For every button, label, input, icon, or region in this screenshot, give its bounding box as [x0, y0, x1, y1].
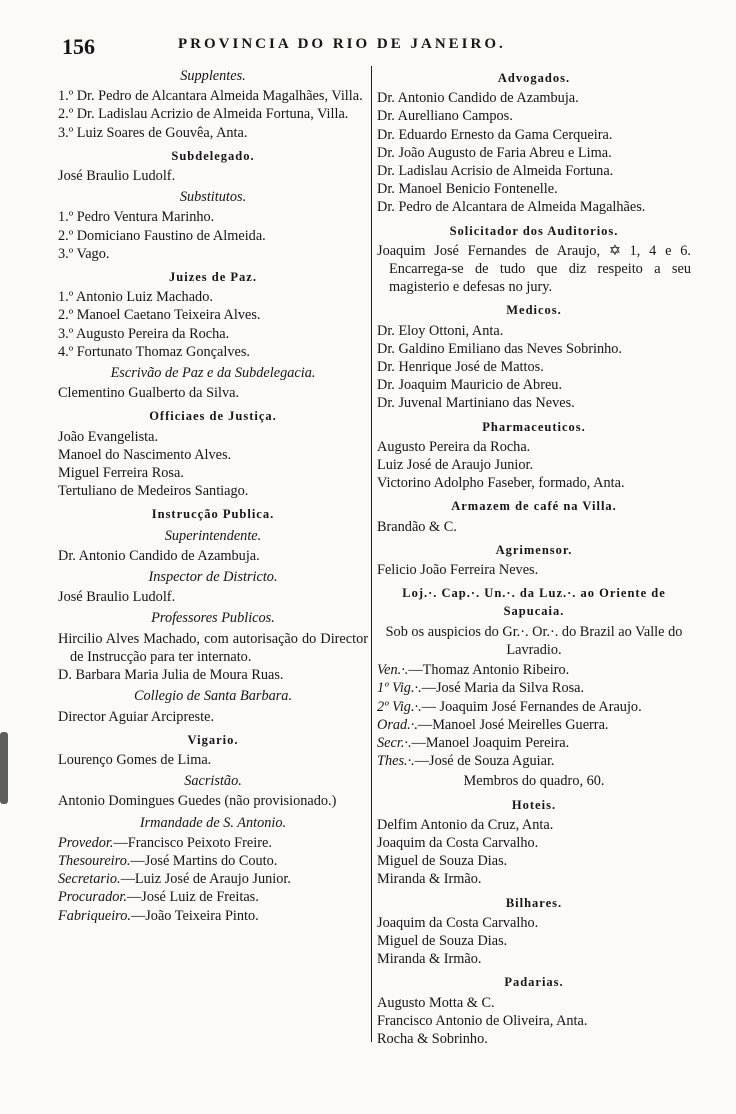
page-number: 156 [62, 34, 95, 59]
list-item: Dr. Antonio Candido de Azambuja. [58, 547, 260, 564]
role-label: Orad.·. [377, 716, 418, 733]
list-item: Joaquim da Costa Carvalho. [377, 914, 539, 931]
list-item: Luiz José de Araujo Junior. [377, 457, 534, 474]
list-item: Director Aguiar Arcipreste. [58, 708, 215, 725]
list-item: 3.º Augusto Pereira da Rocha. [58, 325, 230, 342]
column-divider [371, 66, 372, 1042]
role-label: Fabriqueiro. [58, 907, 131, 924]
list-item: Manoel do Nascimento Alves. [58, 446, 232, 463]
role-label: 2º Vig.·. [377, 698, 422, 715]
list-item: Augusto Motta & C. [377, 994, 495, 1011]
heading-vigario: Vigario. [187, 732, 239, 747]
role-name: —José Luiz de Freitas. [126, 889, 259, 906]
list-item [58, 870, 368, 888]
list-item: 3.º Luiz Soares de Gouvêa, Anta. [58, 124, 248, 141]
heading-sacristao: Sacristão. [184, 773, 242, 790]
role-name: —José de Souza Aguiar. [414, 753, 555, 770]
heading-officiaes: Officiaes de Justiça. [149, 409, 277, 424]
role-name: —José Maria da Silva Rosa. [421, 680, 585, 697]
list-item: Brandão & C. [377, 518, 457, 535]
list-item: Delfim Antonio da Cruz, Anta. [377, 816, 554, 833]
loja-membros: Membros do quadro, 60. [463, 773, 605, 790]
loja-subtitle: Sob os auspicios do Gr.·. Or.·. do Brazil ao Valle do Lavradio. [385, 623, 683, 658]
list-item: 1.º Dr. Pedro de Alcantara Almeida Magalhães, Villa. [58, 88, 363, 105]
role-name: —Francisco Peixoto Freire. [113, 834, 272, 851]
list-item: Clementino Gualberto da Silva. [58, 385, 240, 402]
list-item: Dr. Eloy Ottoni, Anta. [377, 322, 504, 339]
heading-supplentes: Supplentes. [180, 68, 246, 84]
list-item: Hircilio Alves Machado, com autorisação do Director de Instrucção para ter internato. [58, 630, 368, 665]
heading-medicos: Medicos. [506, 303, 562, 318]
list-item: Dr. Manoel Benicio Fontenelle. [377, 181, 558, 198]
heading-subdelegado: Subdelegado. [171, 148, 255, 163]
list-item: Antonio Domingues Guedes (não provisionado.) [58, 793, 337, 810]
role-label: Provedor. [58, 834, 114, 851]
role-name: — Joaquim José Fernandes de Araujo. [421, 698, 642, 715]
list-item: 3.º Vago. [58, 245, 110, 262]
list-item: Miguel Ferreira Rosa. [58, 465, 184, 482]
list-item: Dr. Eduardo Ernesto da Gama Cerqueira. [377, 126, 613, 143]
heading-advogados: Advogados. [497, 71, 571, 85]
heading-escrivao: Escrivão de Paz e da Subdelegacia. [110, 365, 316, 382]
heading-agrimensor: Agrimensor. [495, 542, 573, 557]
heading-inspector: Inspector de Districto. [148, 569, 278, 586]
heading-substitutos: Substitutos. [179, 189, 247, 206]
list-item: Dr. Pedro de Alcantara de Almeida Magalhães. [377, 199, 646, 216]
list-item: José Braulio Ludolf. [58, 589, 176, 606]
list-item: Miguel de Souza Dias. [377, 932, 508, 949]
list-item [377, 734, 691, 752]
role-name: —José Martins do Couto. [130, 852, 278, 869]
list-item [377, 698, 691, 716]
list-item: 1.º Pedro Ventura Marinho. [58, 209, 215, 226]
list-item: Dr. Galdino Emiliano das Neves Sobrinho. [377, 340, 623, 357]
heading-loja: Loj.·. Cap.·. Un.·. da Luz.·. ao Oriente de Sapucaia. [402, 586, 666, 619]
list-item: Dr. Aurelliano Campos. [377, 108, 513, 125]
list-item: Dr. Henrique José de Mattos. [377, 359, 544, 376]
list-item [58, 834, 368, 852]
list-item: 2.º Domiciano Faustino de Almeida. [58, 227, 266, 244]
list-item: Dr. Joaquim Mauricio de Abreu. [377, 377, 563, 394]
list-item: D. Barbara Maria Julia de Moura Ruas. [58, 667, 284, 684]
list-item: Dr. Ladislau Acrisio de Almeida Fortuna. [377, 163, 614, 180]
list-item: Miranda & Irmão. [377, 951, 482, 968]
heading-armazem: Armazem de café na Villa. [451, 499, 617, 514]
list-item: Felicio João Ferreira Neves. [377, 562, 539, 579]
role-label: Procurador. [58, 889, 127, 906]
running-title: PROVINCIA DO RIO DE JANEIRO. [178, 36, 506, 52]
list-item [58, 888, 368, 906]
heading-hoteis: Hoteis. [511, 797, 557, 812]
list-item [58, 907, 368, 925]
role-name: —Manoel Joaquim Pereira. [411, 734, 570, 751]
role-label: Thesoureiro. [58, 852, 131, 869]
role-label: Ven.·. [377, 662, 409, 679]
list-item [377, 661, 691, 679]
list-item: Rocha & Sobrinho. [377, 1030, 488, 1047]
heading-padarias: Padarias. [504, 975, 564, 990]
heading-superintendente: Superintendente. [164, 527, 262, 544]
list-item: Dr. Antonio Candido de Azambuja. [377, 90, 579, 107]
role-label: Secretario. [58, 871, 121, 888]
list-item: Victorino Adolpho Faseber, formado, Anta. [377, 475, 625, 492]
role-name: —João Teixeira Pinto. [130, 907, 259, 924]
list-item: Joaquim da Costa Carvalho. [377, 834, 539, 851]
binding-mark [0, 732, 8, 804]
list-item: Tertuliano de Medeiros Santiago. [58, 483, 249, 500]
list-item: João Evangelista. [58, 428, 159, 445]
list-item [377, 716, 691, 734]
role-label: Thes.·. [377, 753, 415, 770]
list-item: 2.º Manoel Caetano Teixeira Alves. [58, 307, 261, 324]
list-item: Dr. Juvenal Martiniano das Neves. [377, 395, 575, 412]
role-label: Secr.·. [377, 734, 412, 751]
list-item: 4.º Fortunato Thomaz Gonçalves. [58, 343, 250, 360]
list-item: Augusto Pereira da Rocha. [377, 438, 531, 455]
heading-collegio: Collegio de Santa Barbara. [133, 688, 293, 705]
role-name: —Manoel José Meirelles Guerra. [417, 716, 609, 733]
page-header [62, 34, 690, 62]
list-item: José Braulio Ludolf. [58, 168, 176, 185]
heading-juizes: Juizes de Paz. [169, 270, 257, 285]
role-name: —Thomaz Antonio Ribeiro. [408, 662, 570, 679]
heading-solicitador: Solicitador dos Auditorios. [449, 223, 619, 238]
heading-pharmaceuticos: Pharmaceuticos. [482, 419, 586, 434]
heading-bilhares: Bilhares. [505, 895, 563, 910]
list-item: Joaquim José Fernandes de Araujo, ✡ 1, 4 e 6. Encarrega-se de tudo que diz respeito a seu magisterio e defesas no jury. [377, 242, 691, 296]
heading-professores: Professores Publicos. [151, 610, 275, 627]
list-item: Dr. João Augusto de Faria Abreu e Lima. [377, 144, 612, 161]
heading-instrucao: Instrucção Publica. [151, 507, 275, 522]
list-item: Francisco Antonio de Oliveira, Anta. [377, 1012, 588, 1029]
heading-irmandade: Irmandade de S. Antonio. [139, 814, 287, 831]
list-item: Lourenço Gomes de Lima. [58, 751, 212, 768]
left-column [58, 64, 368, 925]
list-item: Miguel de Souza Dias. [377, 853, 508, 870]
right-column [377, 64, 691, 1048]
list-item: 1.º Antonio Luiz Machado. [58, 289, 213, 306]
list-item: Miranda & Irmão. [377, 871, 482, 888]
list-item [377, 679, 691, 697]
list-item [377, 752, 691, 770]
role-label: 1º Vig.·. [377, 680, 422, 697]
role-name: —Luiz José de Araujo Junior. [120, 871, 291, 888]
list-item: 2.º Dr. Ladislau Acrizio de Almeida Fortuna, Villa. [58, 106, 349, 123]
list-item [58, 852, 368, 870]
